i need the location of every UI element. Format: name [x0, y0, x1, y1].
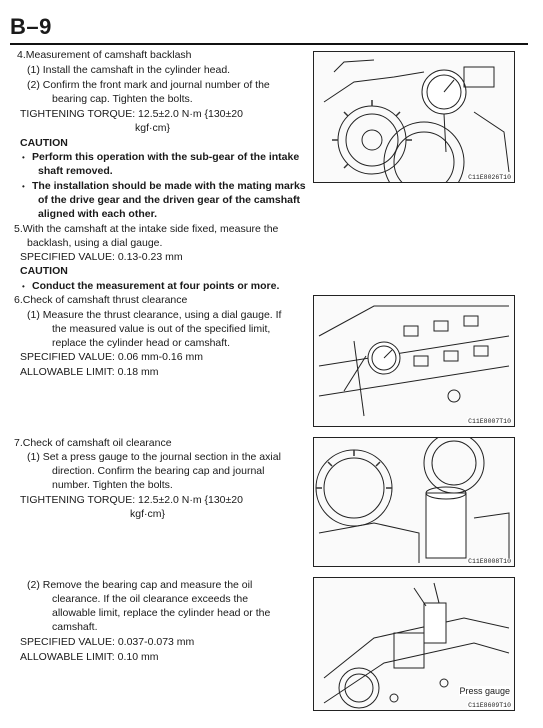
sec4-caution-2-l2: of the drive gear and the driven gear of the camshaft	[38, 194, 300, 206]
sec5-spec: SPECIFIED VALUE: 0.13-0.23 mm	[20, 251, 183, 263]
sec7-s2-l4: camshaft.	[52, 621, 98, 633]
sec7-torque-l1: TIGHTENING TORQUE: 12.5±2.0 N·m {130±20	[20, 494, 243, 506]
sec4-caution: CAUTION	[20, 137, 68, 149]
sec4-caution-2: • The installation should be made with the mating marks	[22, 180, 306, 192]
sec6-l1: (1) Measure the thrust clearance, using a dial gauge. If	[27, 309, 282, 321]
sec6-allow: ALLOWABLE LIMIT: 0.18 mm	[20, 366, 159, 378]
figure-caption: C11E8609T10	[468, 702, 511, 709]
press-gauge-label: Press gauge	[459, 686, 510, 696]
header-rule	[10, 43, 528, 45]
sec7-spec: SPECIFIED VALUE: 0.037-0.073 mm	[20, 636, 195, 648]
bullet: •	[22, 182, 25, 191]
sec4-caution-1: • Perform this operation with the sub-gear of the intake	[22, 151, 300, 163]
sec6-spec: SPECIFIED VALUE: 0.06 mm-0.16 mm	[20, 351, 204, 363]
sec7-s2-l2: clearance. If the oil clearance exceeds the	[52, 593, 249, 605]
sec6-l2: the measured value is out of the specified limit,	[52, 323, 271, 335]
sec7-torque-l2: kgf·cm}	[130, 508, 166, 520]
sec7-s2-l1: (2) Remove the bearing cap and measure the oil	[27, 579, 253, 591]
figure-caption: C11E8007T10	[468, 418, 511, 425]
sec7-l2: direction. Confirm the bearing cap and journal	[52, 465, 265, 477]
sec7-allow: ALLOWABLE LIMIT: 0.10 mm	[20, 651, 159, 663]
sec4-caution-2-l3: aligned with each other.	[38, 208, 158, 220]
sec6-title: 6.Check of camshaft thrust clearance	[14, 294, 188, 306]
sec7-l3: number. Tighten the bolts.	[52, 479, 173, 491]
sec6-l3: replace the cylinder head or camshaft.	[52, 337, 231, 349]
figure-caption: C11E8008T10	[468, 558, 511, 565]
bullet: •	[22, 153, 25, 162]
sec7-s2-l3: allowable limit, replace the cylinder head or the	[52, 607, 271, 619]
sec4-step2-l1: (2) Confirm the front mark and journal number of the	[27, 79, 270, 91]
figure-camshaft-backlash	[313, 51, 515, 183]
bullet: •	[22, 282, 25, 291]
sec4-torque-l2: kgf·cm}	[135, 122, 171, 134]
sec5-caution: CAUTION	[20, 265, 68, 277]
figure-oil-clearance	[313, 577, 515, 711]
figure-caption: C11E8026T10	[468, 174, 511, 181]
page-header: B–9	[10, 14, 52, 39]
figure-press-gauge-set	[313, 437, 515, 567]
sec4-title: 4.Measurement of camshaft backlash	[17, 49, 192, 61]
sec7-title: 7.Check of camshaft oil clearance	[14, 437, 172, 449]
sec4-torque-l1: TIGHTENING TORQUE: 12.5±2.0 N·m {130±20	[20, 108, 243, 120]
sec5-l2: backlash, using a dial gauge.	[27, 237, 163, 249]
sec4-caution-1-l2: shaft removed.	[38, 165, 113, 177]
sec5-caution-1: • Conduct the measurement at four points or more.	[22, 280, 280, 292]
figure-thrust-clearance	[313, 295, 515, 427]
sec4-step2-l2: bearing cap. Tighten the bolts.	[52, 93, 193, 105]
sec7-l1: (1) Set a press gauge to the journal section in the axial	[27, 451, 281, 463]
sec4-step1: (1) Install the camshaft in the cylinder head.	[27, 64, 231, 76]
sec5-l1: 5.With the camshaft at the intake side fixed, measure the	[14, 223, 279, 235]
